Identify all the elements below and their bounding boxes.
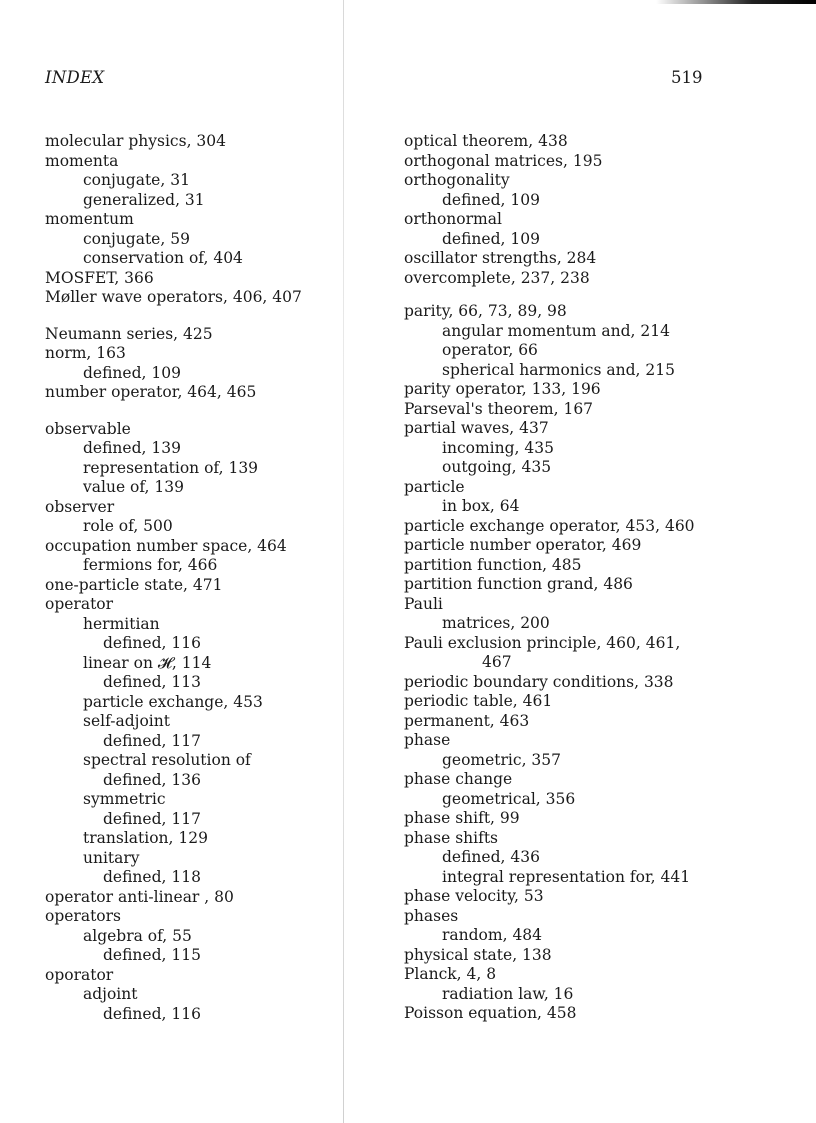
index-entry: occupation number space, 464 [45, 536, 287, 555]
index-subentry: defined, 109 [442, 190, 540, 209]
index-subsubentry: defined, 116 [103, 634, 201, 652]
running-header-title: INDEX [45, 68, 105, 87]
index-subentry: angular momentum and, 214 [442, 321, 670, 340]
index-entry: operator [45, 595, 114, 613]
index-entry: particle number operator, 469 [404, 536, 642, 554]
index-entry: optical theorem, 438 [404, 132, 568, 150]
index-section-gap [404, 288, 695, 302]
index-subentry: defined, 436 [442, 848, 540, 866]
index-subentry: hermitian [83, 614, 160, 633]
index-subentry: defined, 109 [442, 229, 540, 248]
index-subsubentry: defined, 136 [103, 770, 201, 789]
index-subentry: representation of, 139 [83, 458, 259, 477]
index-entry: oscillator strengths, 284 [404, 249, 597, 267]
index-entry: parity operator, 133, 196 [404, 380, 601, 398]
index-entry: phases [404, 906, 459, 925]
index-subentry: linear on 𝓗, 114 [83, 653, 212, 672]
index-entry: observable [45, 419, 131, 438]
index-subentry: value of, 139 [83, 478, 184, 496]
index-entry: norm, 163 [45, 344, 126, 362]
index-subentry: operator, 66 [442, 341, 538, 359]
index-subentry: in box, 64 [442, 497, 520, 515]
index-entry: phase [404, 731, 451, 749]
index-entry: phase velocity, 53 [404, 887, 544, 905]
index-subentry: integral representation for, 441 [442, 867, 691, 886]
index-subentry: generalized, 31 [83, 190, 205, 209]
scan-edge-shadow [656, 0, 816, 4]
index-entry: Møller wave operators, 406, 407 [45, 288, 302, 306]
index-entry: physical state, 138 [404, 945, 552, 964]
index-subentry: geometric, 357 [442, 750, 562, 769]
index-entry: particle exchange operator, 453, 460 [404, 516, 695, 535]
index-entry: phase change [404, 770, 513, 788]
index-subsubentry: defined, 117 [103, 809, 201, 828]
index-subsubentry: defined, 113 [103, 673, 201, 691]
index-entry: particle [404, 477, 465, 496]
index-subentry: matrices, 200 [442, 614, 550, 632]
index-subentry: conservation of, 404 [83, 249, 243, 267]
index-subentry: random, 484 [442, 926, 543, 944]
index-entry: momentum [45, 210, 134, 228]
index-column-right [404, 132, 695, 1024]
index-subentry: defined, 139 [83, 439, 181, 457]
index-subentry: role of, 500 [83, 517, 173, 535]
index-entry: operator anti-linear , 80 [45, 887, 234, 906]
index-entry: periodic boundary conditions, 338 [404, 672, 674, 691]
index-subentry: radiation law, 16 [442, 984, 574, 1003]
index-subentry: defined, 109 [83, 363, 181, 382]
page-gutter [343, 0, 344, 1123]
index-entry: observer [45, 497, 115, 516]
index-entry: Planck, 4, 8 [404, 965, 497, 983]
index-subentry: conjugate, 31 [83, 171, 190, 189]
index-subsubentry: defined, 115 [103, 946, 201, 964]
index-entry: periodic table, 461 [404, 692, 553, 710]
index-entry: partial waves, 437 [404, 419, 549, 437]
index-subentry: spectral resolution of [83, 751, 251, 769]
index-subentry: conjugate, 59 [83, 229, 190, 248]
index-entry: Pauli exclusion principle, 460, 461, [404, 633, 681, 652]
index-entry: Neumann series, 425 [45, 324, 213, 343]
index-entry: oporator [45, 965, 114, 984]
index-subentry: particle exchange, 453 [83, 692, 263, 711]
index-section-gap [45, 403, 302, 420]
index-entry: Pauli [404, 594, 443, 613]
index-section-gap [45, 308, 302, 325]
index-subentry: symmetric [83, 790, 166, 808]
index-entry: Poisson equation, 458 [404, 1004, 577, 1022]
index-entry: phase shifts [404, 828, 499, 847]
index-subentry: geometrical, 356 [442, 789, 576, 808]
index-subentry: translation, 129 [83, 829, 208, 847]
index-subentry: algebra of, 55 [83, 926, 192, 945]
index-entry: partition function grand, 486 [404, 575, 633, 593]
index-entry: parity, 66, 73, 89, 98 [404, 302, 567, 320]
index-entry: molecular physics, 304 [45, 132, 227, 150]
index-subentry: outgoing, 435 [442, 458, 552, 476]
index-entry: number operator, 464, 465 [45, 383, 257, 401]
index-entry: Parseval's theorem, 167 [404, 399, 594, 418]
index-subentry: self-adjoint [83, 712, 170, 730]
index-subsubentry: defined, 116 [103, 1004, 201, 1023]
index-subentry: unitary [83, 848, 140, 867]
index-entry: momenta [45, 151, 119, 170]
index-entry: permanent, 463 [404, 711, 530, 730]
index-entry: partition function, 485 [404, 555, 582, 574]
index-entry: one-particle state, 471 [45, 575, 223, 594]
index-entry: phase shift, 99 [404, 809, 520, 827]
index-column-left [45, 132, 302, 1024]
index-entry: overcomplete, 237, 238 [404, 268, 590, 287]
index-subentry: spherical harmonics and, 215 [442, 360, 675, 379]
index-entry: operators [45, 907, 122, 925]
index-entry: MOSFET, 366 [45, 268, 154, 287]
index-subentry: incoming, 435 [442, 438, 554, 457]
page-number: 519 [671, 68, 703, 87]
index-entry: orthogonality [404, 171, 510, 189]
index-subsubentry: defined, 118 [103, 868, 201, 886]
index-subentry: adjoint [83, 985, 138, 1003]
index-entry: orthonormal [404, 210, 502, 228]
index-entry-continuation: 467 [482, 653, 512, 671]
index-entry: orthogonal matrices, 195 [404, 151, 603, 170]
index-subsubentry: defined, 117 [103, 731, 201, 750]
index-subentry: fermions for, 466 [83, 556, 218, 574]
